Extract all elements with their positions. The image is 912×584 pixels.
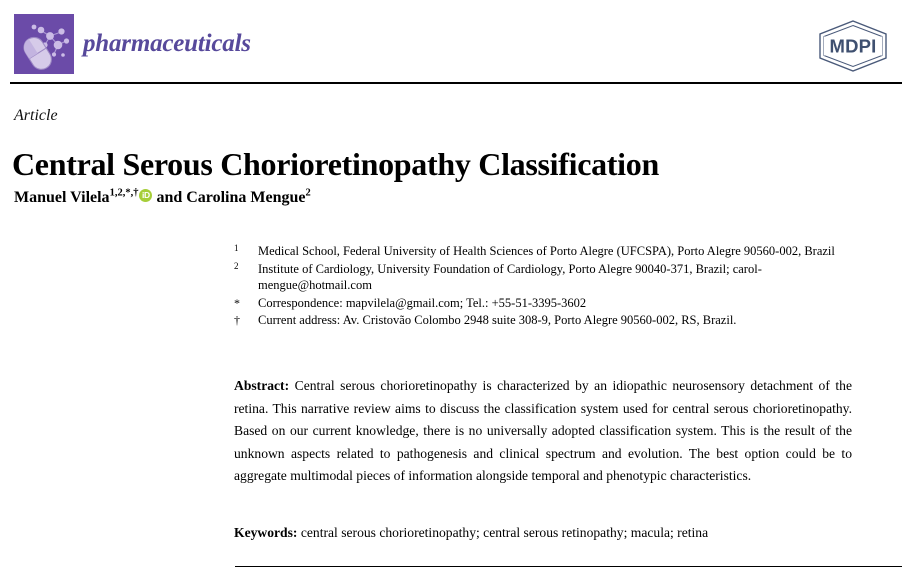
current-address-marker: † <box>234 313 240 327</box>
author-conjunction: and <box>156 189 183 206</box>
affiliation-text: Institute of Cardiology, University Foundation of Cardiology, Porto Alegre 90040-371, Brazil; carol-mengue@hotmail.com <box>258 261 762 292</box>
abstract-section <box>234 375 852 488</box>
affiliation-row <box>234 243 849 260</box>
orcid-icon[interactable]: iD <box>139 189 152 202</box>
correspondence-row <box>234 295 849 312</box>
affiliation-row <box>234 261 849 294</box>
author-name-secondary: Carolina Mengue <box>186 189 306 206</box>
abstract-divider <box>235 566 902 567</box>
keywords-label: Keywords: <box>234 525 298 540</box>
author-affiliation-marks-primary: 1,2,*,† <box>109 187 139 199</box>
affiliation-list <box>234 243 849 330</box>
keywords-body: central serous chorioretinopathy; central serous retinopathy; macula; retina <box>300 525 709 540</box>
pill-molecule-icon <box>14 14 74 74</box>
current-address-row <box>234 312 849 329</box>
affiliation-marker: 1 <box>234 243 239 253</box>
keywords-section <box>234 522 852 544</box>
masthead <box>0 0 912 80</box>
page-title: Central Serous Chorioretinopathy Classification <box>12 146 659 183</box>
abstract-label: Abstract: <box>234 378 290 393</box>
svg-text:MDPI: MDPI <box>829 35 877 57</box>
article-type-label: Article <box>14 107 58 124</box>
author-affiliation-marks-secondary: 2 <box>305 187 311 199</box>
abstract-body: Central serous chorioretinopathy is characterized by an idiopathic neurosensory detachment of the retina. This narrative review aims to discuss the classification system used for central serous chorioretinopathy. Based on our current knowledge, there is no universally adopted classification system. This is the result of the unknown aspects related to pathogenesis and clinical spectrum and evolution. The best option could be to aggregate multimodal pieces of information alongside temporal and phenotypic characteristics. <box>234 378 852 483</box>
correspondence-marker: * <box>234 295 240 310</box>
affiliation-marker: 2 <box>234 260 239 271</box>
masthead-divider <box>10 82 902 84</box>
author-name-primary: Manuel Vilela <box>14 189 110 206</box>
author-list <box>14 188 311 208</box>
journal-title: pharmaceuticals <box>83 30 251 57</box>
current-address-text: Current address: Av. Cristovão Colombo 2948 suite 308-9, Porto Alegre 90560-002, RS, Brazil. <box>258 313 737 327</box>
mdpi-logo <box>814 18 892 74</box>
correspondence-text: Correspondence: mapvilela@gmail.com; Tel.: +55-51-3395-3602 <box>258 295 587 310</box>
affiliation-text: Medical School, Federal University of Health Sciences of Porto Alegre (UFCSPA), Porto Alegre 90560-002, Brazil <box>258 244 835 258</box>
